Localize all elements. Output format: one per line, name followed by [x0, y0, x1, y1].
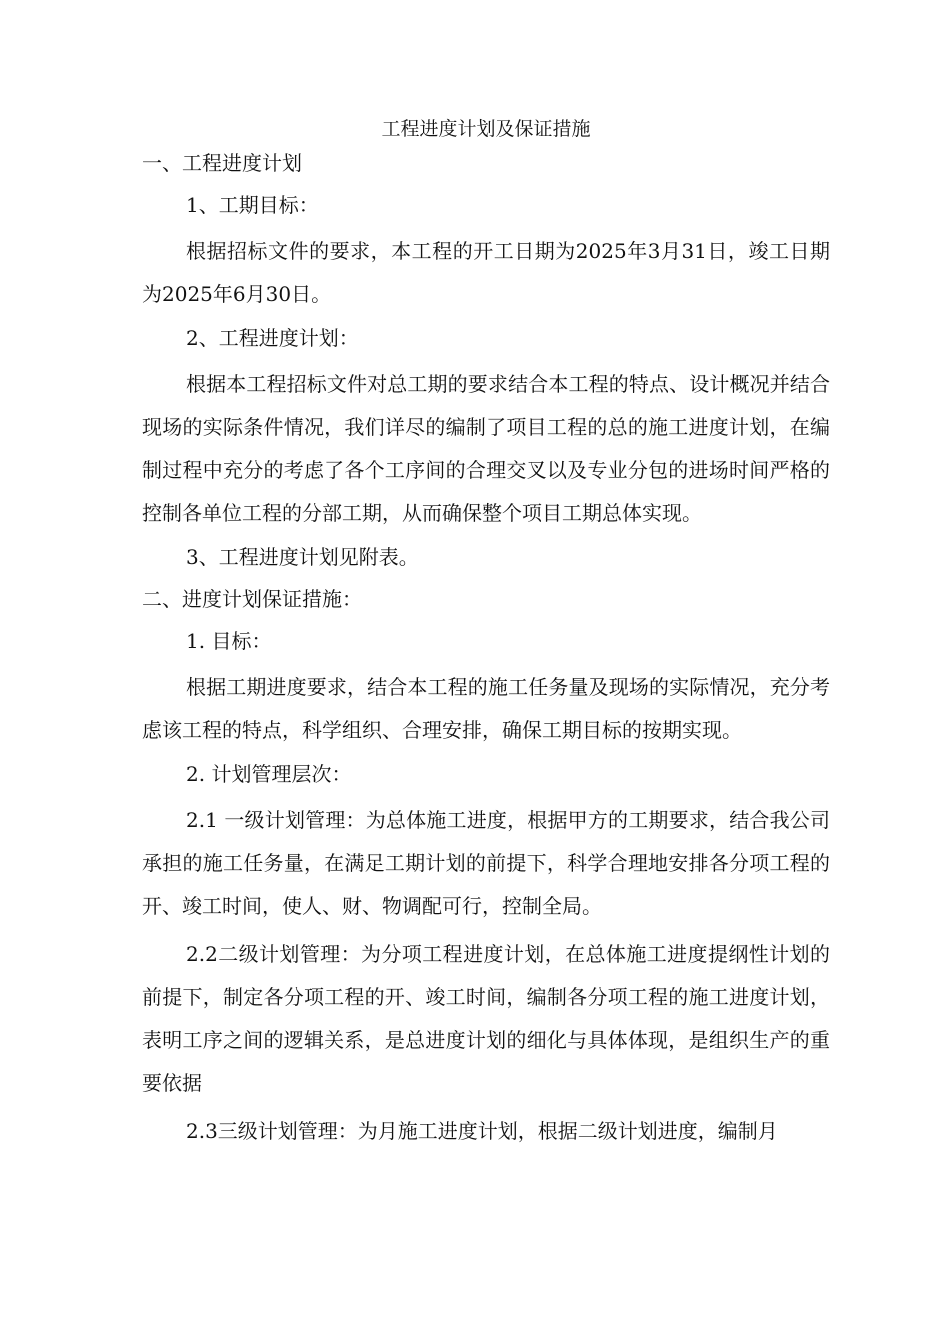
paragraph-level-1: 2.1 一级计划管理：为总体施工进度，根据甲方的工期要求，结合我公司承担的施工任务量，在满足工期计划的前提下，科学合理地安排各分项工程的开、竣工时间，使人、财、物调配可行，控制全局。	[142, 808, 830, 918]
paragraph-duration-target: 根据招标文件的要求，本工程的开工日期为2025年3月31日，竣工日期为2025年6月30日。	[142, 239, 830, 306]
item-goal: 1. 目标：	[186, 629, 272, 653]
item-progress-plan: 2、工程进度计划：	[186, 326, 359, 350]
section-heading-schedule: 一、工程进度计划	[142, 151, 302, 175]
paragraph-goal: 根据工期进度要求，结合本工程的施工任务量及现场的实际情况，充分考虑该工程的特点，科学组织、合理安排，确保工期目标的按期实现。	[142, 675, 830, 742]
item-duration-target: 1、工期目标：	[186, 193, 319, 217]
section-heading-guarantee: 二、进度计划保证措施：	[142, 587, 362, 611]
document-title: 工程进度计划及保证措施	[381, 118, 591, 140]
paragraph-level-3: 2.3三级计划管理：为月施工进度计划，根据二级计划进度，编制月	[186, 1119, 778, 1143]
item-appendix-note: 3、工程进度计划见附表。	[186, 545, 419, 569]
document-body	[142, 112, 830, 1158]
item-management-levels: 2. 计划管理层次：	[186, 762, 352, 786]
paragraph-progress-plan: 根据本工程招标文件对总工期的要求结合本工程的特点、设计概况并结合现场的实际条件情况，我们详尽的编制了项目工程的总的施工进度计划，在编制过程中充分的考虑了各个工序间的合理交叉以及专业分包的进场时间严格的控制各单位工程的分部工期，从而确保整个项目工期总体实现。	[142, 372, 830, 525]
paragraph-level-2: 2.2二级计划管理：为分项工程进度计划，在总体施工进度提纲性计划的前提下，制定各分项工程的开、竣工时间，编制各分项工程的施工进度计划，表明工序之间的逻辑关系，是总进度计划的细化与具体体现，是组织生产的重要依据	[142, 942, 830, 1095]
